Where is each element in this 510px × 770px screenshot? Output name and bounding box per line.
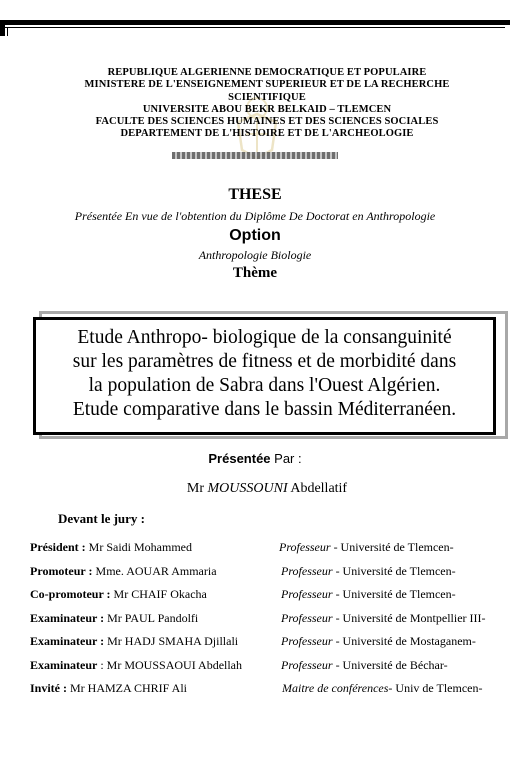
jury-member-name: Mr Saidi Mohammed [85,540,192,554]
option-heading: Option [229,227,281,244]
presented-by-bold: Présentée [208,451,271,466]
jury-row-examinateur-2 [30,634,510,658]
thesis-title-line: sur les paramètres de fitness et de morbidité dans [72,351,457,372]
jury-role: Examinateur [30,657,98,672]
jury-role: Examinateur : [30,610,105,625]
author-name [0,481,510,497]
header-line-republic: REPUBLIQUE ALGERIENNE DEMOCRATIQUE ET POPULAIRE [107,67,427,78]
jury-title: Professeur [281,634,333,648]
jury-member-name: : Mr MOUSSAOUI Abdellah [97,657,243,672]
option-value: Anthropologie Biologie [198,248,312,262]
institution-header [40,67,494,141]
jury-title: Professeur [281,563,333,578]
thesis-title-line: Etude comparative dans le bassin Méditerranéen. [72,399,457,420]
jury-affiliation [281,634,476,649]
jury-row-invite [30,681,510,705]
jury-role: Président : [30,540,86,554]
jury-institution: - Université de Tlemcen- [330,540,454,554]
header-line-faculty: FACULTE DES SCIENCES HUMAINES ET DES SCIENCES SOCIALES [95,116,439,128]
jury-title: Professeur [281,587,333,601]
jury-institution: - Université de Montpellier III- [332,610,486,625]
thesis-title-line: la population de Sabra dans l'Ouest Algérien. [88,375,441,396]
these-heading: THESE [228,186,282,203]
thesis-title-line: Etude Anthropo- biologique de la consanguinité [77,327,452,348]
jury-member-name: Mr HADJ SMAHA Djillali [104,634,239,648]
header-line-university: UNIVERSITE ABOU BEKR BELKAID – TLEMCEN [142,103,392,115]
jury-role: Invité : [30,681,67,695]
jury-title: Professeur [279,540,331,554]
jury-row-examinateur-1 [30,611,510,635]
page-frame-left-inner-border [7,27,8,36]
jury-member-name: Mr PAUL Pandolfi [104,610,199,625]
jury-row-examinateur-3 [30,658,510,682]
header-line-department: DEPARTEMENT DE L'HISTOIRE ET DE L'ARCHEOLOGIE [120,128,414,140]
jury-institution: - Université de Béchar- [332,657,448,672]
decorative-divider [172,152,338,159]
thesis-title-box [33,317,496,435]
jury-affiliation [279,540,454,555]
jury-institution: - Univ de Tlemcen- [388,681,483,695]
theme-heading: Thème [232,265,278,281]
author-firstname: Abdellatif [287,481,348,496]
jury-affiliation [282,681,482,696]
presented-by-label [0,451,510,466]
jury-role: Promoteur : [30,563,93,578]
jury-affiliation [281,658,448,673]
jury-member-name: Mme. AOUAR Ammaria [92,563,217,578]
jury-institution: - Université de Mostaganem- [332,634,476,648]
degree-statement: Présentée En vue de l'obtention du Diplôme De Doctorat en Anthropologie [74,209,436,223]
jury-row-president [30,540,510,564]
presented-by-rest: Par : [270,451,302,466]
jury-institution: - Université de Tlemcen- [332,587,456,601]
header-line-ministry-cont: SCIENTIFIQUE [228,91,306,103]
jury-title: Professeur [281,657,333,672]
jury-list [30,540,510,705]
jury-affiliation [281,587,456,602]
jury-title: Professeur [281,610,333,625]
author-prefix: Mr [186,481,208,496]
page-frame-top-inner-border [0,27,505,28]
jury-role: Co-promoteur : [30,587,111,601]
page-frame-left-border [0,20,5,36]
jury-row-copromoteur [30,587,510,611]
jury-role: Examinateur : [30,634,105,648]
jury-member-name: Mr CHAIF Okacha [110,587,207,601]
page-frame-top-border [0,20,510,25]
jury-heading: Devant le jury : [58,511,146,526]
author-surname: MOUSSOUNI [207,481,288,496]
jury-row-promoteur [30,564,510,588]
jury-institution: - Université de Tlemcen- [332,563,456,578]
jury-affiliation [281,564,456,579]
jury-affiliation [281,611,486,626]
jury-member-name: Mr HAMZA CHRIF Ali [67,681,188,695]
jury-title: Maitre de conférences [282,681,389,695]
header-line-ministry: MINISTERE DE L'ENSEIGNEMENT SUPERIEUR ET DE LA RECHERCHE [84,79,450,91]
